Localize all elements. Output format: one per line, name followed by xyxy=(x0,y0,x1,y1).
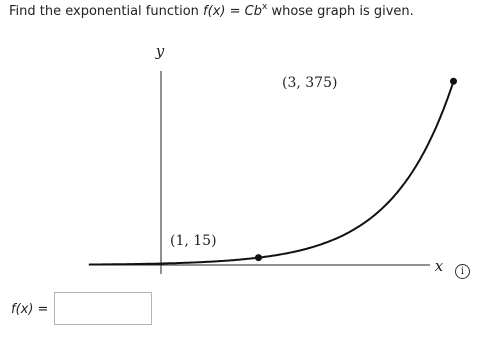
point-label-3-375: (3, 375) xyxy=(282,75,338,91)
answer-function-name: f(x) xyxy=(11,302,34,317)
answer-input[interactable] xyxy=(54,292,152,325)
point-label-1-15: (1, 15) xyxy=(170,233,217,249)
question-function-name: f(x) xyxy=(203,4,226,19)
exponential-curve xyxy=(89,81,454,264)
question-equals: = xyxy=(225,4,245,19)
data-point-1-15 xyxy=(255,254,262,261)
question-suffix: whose graph is given. xyxy=(267,4,414,19)
y-axis-label: y xyxy=(155,42,165,60)
answer-label xyxy=(11,302,48,317)
question-exponent: x xyxy=(261,2,268,12)
x-axis-label: x xyxy=(434,257,444,275)
question-prefix: Find the exponential function xyxy=(9,4,204,19)
info-icon[interactable] xyxy=(455,264,470,279)
question-base-expression: Cb xyxy=(244,4,262,19)
data-point-3-375 xyxy=(450,78,457,85)
answer-equals: = xyxy=(33,302,49,317)
info-icon-glyph: i xyxy=(460,266,465,277)
